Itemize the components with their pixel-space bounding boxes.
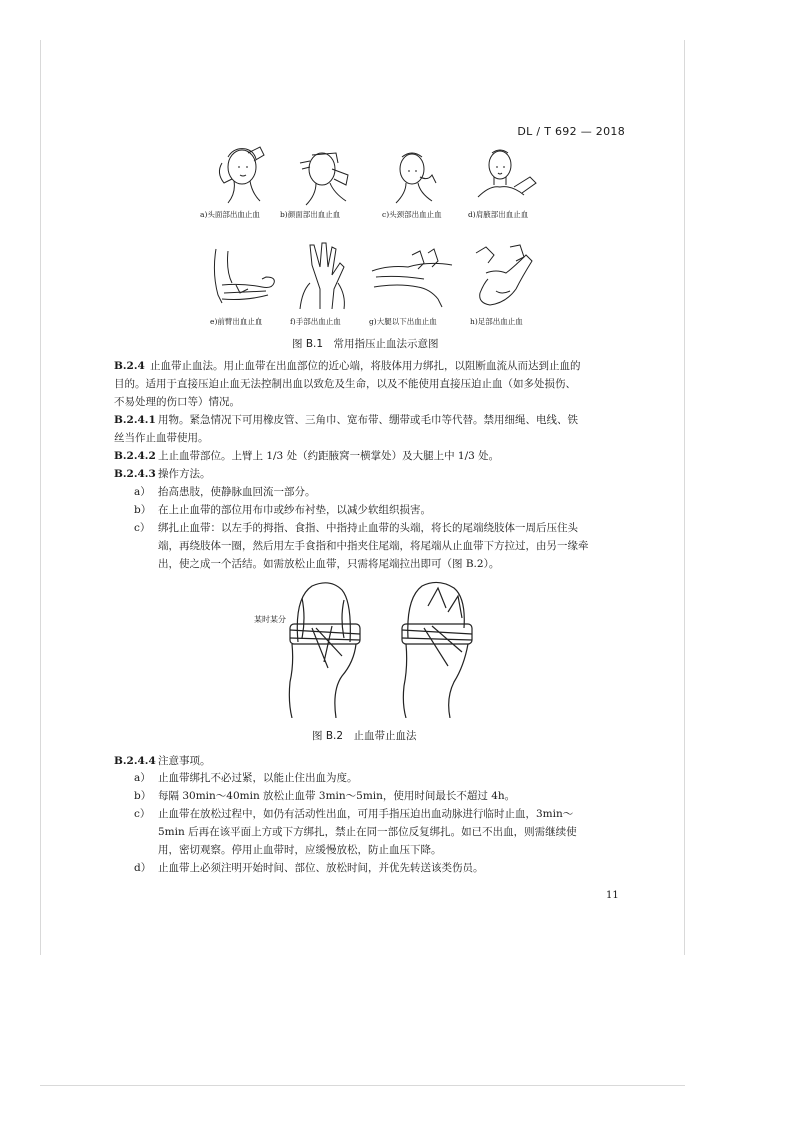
illustration-c: [384, 147, 444, 207]
page-number: 11: [606, 890, 619, 901]
caption-d: d)肩腋部出血止血: [468, 210, 529, 219]
section-b241-number: B.2.4.1: [114, 414, 156, 426]
notice-c-line-1: 止血带在放松过程中，如仍有活动性出血，可用手指压迫出血动脉进行临时止血，3min～: [158, 808, 574, 820]
section-b242-text: 上止血带部位。上臂上 1/3 处（约距腋窝一横掌处）及大腿上中 1/3 处。: [158, 450, 500, 462]
section-b242-number: B.2.4.2: [114, 450, 156, 462]
section-b24-number: B.2.4: [114, 360, 145, 372]
figure-b2-right-illustration: [398, 578, 484, 718]
illustration-d: [470, 147, 540, 209]
notice-b-mark: b）: [134, 790, 152, 802]
caption-b: b)颜面部出血止血: [280, 210, 341, 219]
section-b24-line-1: 止血带止血法。用止血带在出血部位的近心端，将肢体用力绑扎，以阻断血流从而达到止血的: [150, 360, 581, 372]
item-c-line-2: 端，再绕肢体一圈，然后用左手食指和中指夹住尾端，将尾端从止血带下方拉过，由另一缘牵: [158, 540, 589, 552]
notice-a-text: 止血带绑扎不必过紧，以能止住出血为度。: [158, 772, 358, 784]
illustration-h: [466, 243, 542, 311]
notice-d-mark: d）: [134, 862, 152, 874]
section-b243-number: B.2.4.3: [114, 468, 156, 480]
item-c-line-1: 绑扎止血带：以左手的拇指、食指、中指持止血带的头端，将长的尾端绕肢体一周后压住头: [158, 522, 578, 534]
item-b-mark: b）: [134, 504, 152, 516]
illustration-g: [368, 247, 458, 309]
caption-a: a)头面部出血止血: [200, 210, 260, 219]
item-a-text: 抬高患肢，使静脉血回流一部分。: [158, 486, 316, 498]
section-b241-line-2: 丝当作止血带使用。: [114, 432, 209, 444]
caption-g: g)大腿以下出血止血: [369, 317, 437, 326]
notice-b-text: 每隔 30min～40min 放松止血带 3min～5min，使用时间最长不超过 4h。: [158, 790, 516, 802]
notice-d-text: 止血带上必须注明开始时间、部位、放松时间，并优先转送该类伤员。: [158, 862, 484, 874]
figure-b2-time-label: 某时某分: [254, 615, 286, 624]
section-b243-title: 操作方法。: [158, 468, 211, 480]
figure-b1: [198, 143, 548, 333]
figure-b2-title: 图 B.2 止血带止血法: [312, 730, 417, 742]
notice-a-mark: a）: [134, 772, 151, 784]
notice-c-line-2: 5min 后再在该平面上方或下方绑扎，禁止在同一部位反复绑扎。如已不出血，则需继续使: [158, 826, 577, 838]
document-code: DL / T 692 — 2018: [517, 125, 625, 138]
caption-e: e)前臂出血止血: [210, 317, 263, 326]
left-margin-line: [40, 40, 41, 955]
illustration-f: [292, 239, 352, 311]
illustration-e: [206, 243, 278, 311]
figure-b2-left-illustration: [272, 578, 382, 718]
section-b244-title: 注意事项。: [158, 755, 211, 767]
illustration-b: [292, 145, 356, 207]
illustration-a: [208, 143, 274, 207]
right-margin-line: [684, 40, 685, 955]
item-c-line-3: 出，使之成一个活结。如需放松止血带，只需将尾端拉出即可（图 B.2）。: [158, 558, 500, 570]
notice-c-line-3: 用，密切观察。停用止血带时，应缓慢放松，防止血压下降。: [158, 844, 442, 856]
section-b24-line-2: 目的。适用于直接压迫止血无法控制出血以致危及生命，以及不能使用直接压迫止血（如多处损伤、: [114, 378, 576, 390]
item-a-mark: a）: [134, 486, 151, 498]
caption-f: f)手部出血止血: [290, 317, 341, 326]
bottom-margin-line: [40, 1085, 685, 1086]
caption-c: c)头颈部出血止血: [382, 210, 442, 219]
notice-c-mark: c）: [134, 808, 151, 820]
section-b241-line-1: 用物。紧急情况下可用橡皮管、三角巾、宽布带、绷带或毛巾等代替。禁用细绳、电线、铁: [158, 414, 578, 426]
section-b244-number: B.2.4.4: [114, 755, 156, 767]
figure-b1-title: 图 B.1 常用指压止血法示意图: [292, 338, 439, 350]
section-b24-line-3: 不易处理的伤口等）情况。: [114, 396, 240, 408]
item-b-text: 在上止血带的部位用布巾或纱布衬垫，以减少软组织损害。: [158, 504, 431, 516]
caption-h: h)足部出血止血: [470, 317, 523, 326]
item-c-mark: c）: [134, 522, 151, 534]
